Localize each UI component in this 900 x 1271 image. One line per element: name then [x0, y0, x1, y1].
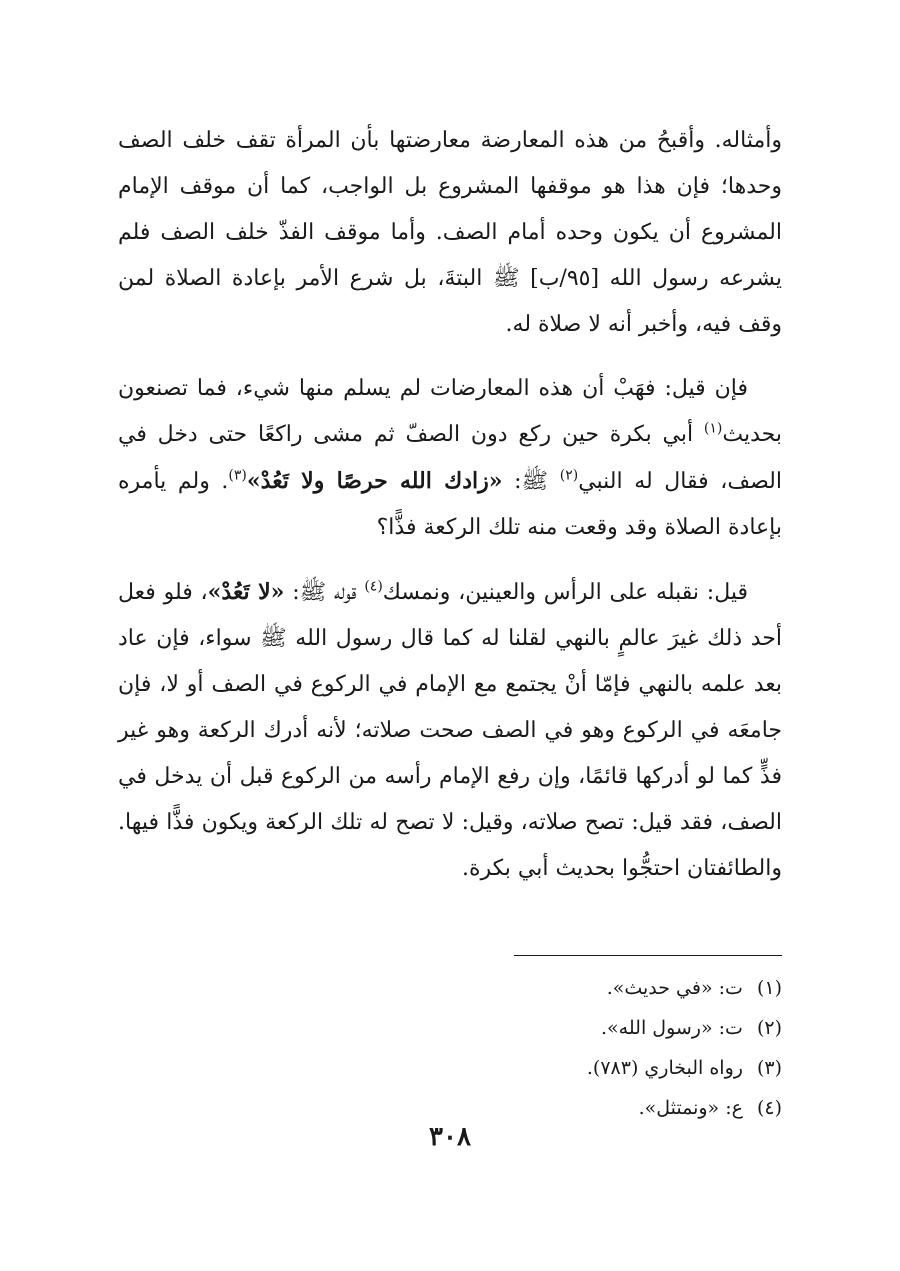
footnote-number: (٣) — [756, 1057, 782, 1079]
paragraph-2-part-4: . ولم يأمره بإعادة الصلاة وقد وقعت منه تلك الركعة فذًّا؟ — [118, 469, 782, 540]
footnote-text: ت: «رسول الله». — [601, 1017, 743, 1039]
hadith-quote: «زادك الله حرصًا ولا تَعُدْ» — [246, 468, 503, 494]
footnote-text: ع: «ونمتثل». — [638, 1097, 743, 1119]
footnote-number: (٢) — [756, 1017, 782, 1039]
paragraph-2-part-2: أبي بكرة حين ركع دون الصفّ ثم مشى راكعًا حتى دخل في الصف، فقال له النبي — [118, 422, 782, 494]
paragraph-1-text: وأمثاله. وأقبحُ من هذه المعارضة معارضتها بأن المرأة تقف خلف الصف وحدها؛ فإن هذا هو موقفها المشروع بل الواجب، كما أن موقف الإمام المشروع أن يكون وحده أمام الصف. وأما موقف الفذّ خلف الصف فلم يشرعه رسول الله [٩٥/ب] ﷺ البتةَ، بل شرع الأمر بإعادة الصلاة لمن وقف فيه، وأخبر أنه لا صلاة له. — [118, 128, 782, 337]
paragraph-3-part-1: قيل: نقبله على الرأس والعينين، ونمسك — [382, 580, 749, 605]
footnote-number: (٤) — [756, 1097, 782, 1119]
footnotes-list — [118, 968, 782, 1128]
footnote-ref-4[interactable]: (٤) — [364, 578, 383, 595]
paragraph-2 — [118, 366, 782, 551]
paragraph-2-part-3: ﷺ: — [502, 469, 560, 494]
footnote-text: رواه البخاري (٧٨٣). — [586, 1057, 743, 1079]
paragraph-3-part-2: قوله ﷺ: — [284, 580, 365, 605]
footnote-ref-3[interactable]: (٣) — [228, 467, 247, 484]
footnote-ref-1[interactable]: (١) — [703, 420, 723, 437]
page-number: ٣٠٨ — [429, 1122, 471, 1152]
paragraph-3 — [118, 569, 782, 892]
paragraph-1 — [118, 118, 782, 348]
footnote-2 — [118, 1008, 782, 1048]
footnote-ref-2[interactable]: (٢) — [559, 467, 579, 484]
paragraph-2-part-1: فإن قيل: فهَبْ أن هذه المعارضات لم يسلم منها شيء، فما تصنعون بحديث — [118, 376, 782, 447]
prohibition-quote: «لا تَعُدْ» — [207, 579, 285, 605]
footnote-text: ت: «في حديث». — [606, 977, 743, 999]
paragraph-3-part-3: ، فلو فعل أحد ذلك غيرَ عالمٍ بالنهي لقلنا له كما قال رسول الله ﷺ سواء، فإن عاد بعد علمه بالنهي فإمّا أنْ يجتمع مع الإمام في الركوع في الصف أو لا، فإن جامعَه في الركوع وهو في الصف صحت صلاته؛ لأنه أدرك الركعة وهو غير فذٍّ كما لو أدركها قائمًا، وإن رفع الإمام رأسه من الركوع قبل أن يدخل في الصف، فقد قيل: تصح صلاته، وقيل: لا تصح له تلك الركعة ويكون فذًّا فيها. والطائفتان احتجُّوا بحديث أبي بكرة. — [118, 580, 782, 881]
footnote-number: (١) — [756, 977, 782, 999]
main-text — [118, 118, 782, 910]
footnote-3 — [118, 1048, 782, 1088]
footnote-divider — [514, 955, 782, 956]
footnote-1 — [118, 968, 782, 1008]
